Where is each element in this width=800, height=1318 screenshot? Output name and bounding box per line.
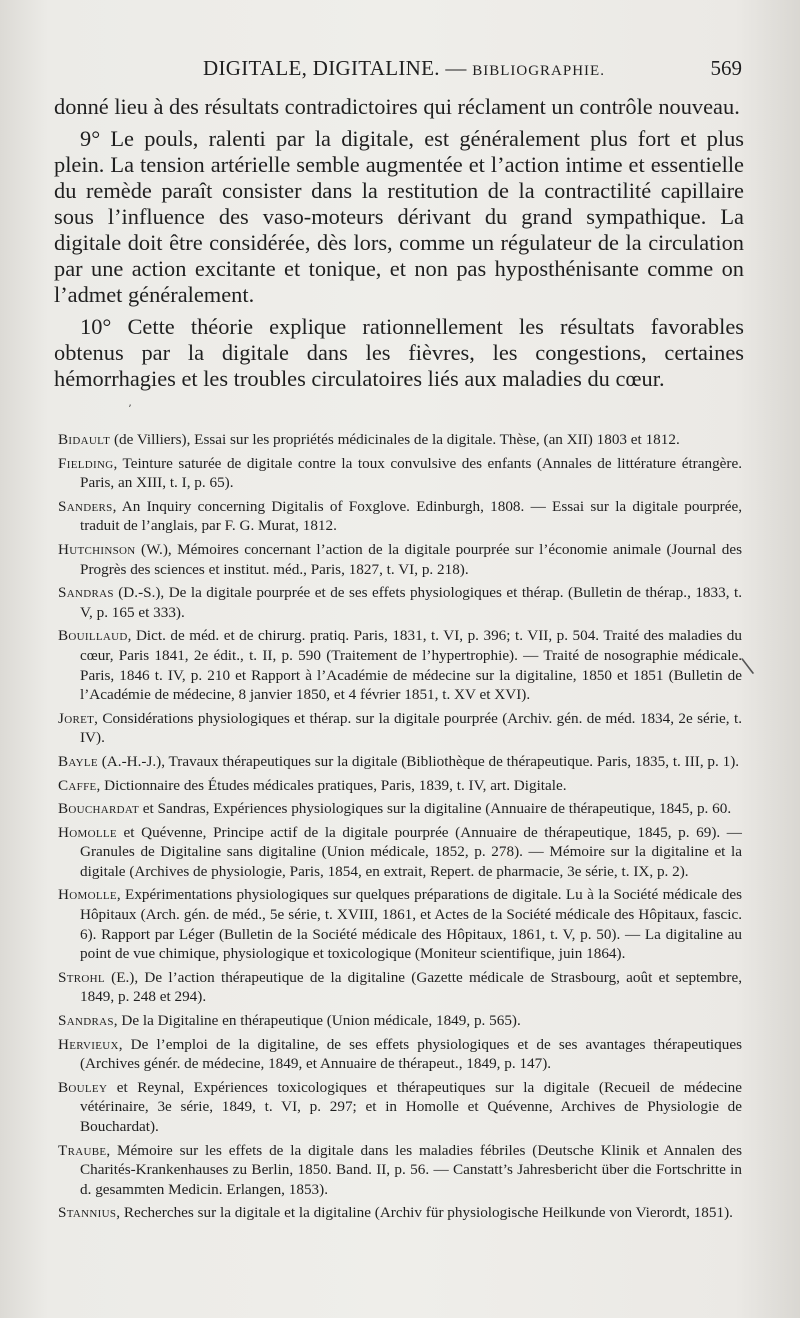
header-subtitle: BIBLIOGRAPHIE. <box>472 63 605 79</box>
bibliography-entry <box>58 823 742 882</box>
margin-pencil-mark: \ <box>739 653 756 680</box>
entry-text: , Mémoire sur les effets de la digitale dans les maladies fébriles (Deutsche Klinik et Annalen des Charités-Krankenhauses zu Berlin, 1850. Band. II, p. 56. — Canstatt’s Jahresbericht über die Fortschritte in d. gesammten Medicin. Erlangen, 1853). <box>80 1141 742 1198</box>
entry-author: Hutchinson <box>58 540 136 558</box>
entry-author: Bayle <box>58 752 98 770</box>
bibliography-entry <box>58 626 742 704</box>
entry-text: (E.), De l’action thérapeutique de la digitaline (Gazette médicale de Strasbourg, août et septembre, 1849, p. 248 et 294). <box>80 968 742 1006</box>
paragraph-continuation: donné lieu à des résultats contradictoires qui réclament un contrôle nouveau. <box>54 94 740 119</box>
header-title: DIGITALE, DIGITALINE. — <box>203 56 467 80</box>
entry-text: (W.), Mémoires concernant l’action de la digitale pourprée sur l’économie animale (Journal des Progrès des sciences et institut. méd., Paris, 1827, t. VI, p. 218). <box>80 540 742 578</box>
entry-text: (D.-S.), De la digitale pourprée et de ses effets physiologiques et thérap. (Bulletin de thérap., 1833, t. V, p. 165 et 333). <box>80 584 742 621</box>
entry-text: , De la Digitaline en thérapeutique (Union médicale, 1849, p. 565). <box>113 1012 521 1030</box>
entry-author: Strohl <box>58 968 105 986</box>
entry-text: et Reynal, Expériences toxicologiques et thérapeutiques sur la digitale (Recueil de médecine vétérinaire, 3e série, 1849, t. VI, p. 297; et in Homolle et Quévenne, Archives de Physiologie de Bouchardat). <box>80 1078 742 1135</box>
entry-text: , Recherches sur la digitale et la digitaline (Archiv für physiologische Heilkunde von Vierordt, 1851). <box>116 1204 733 1222</box>
bibliography-entry <box>58 776 742 796</box>
entry-author: Bidault <box>58 431 111 448</box>
bibliography-list <box>58 430 742 1227</box>
entry-text: , An Inquiry concerning Digitalis of Foxglove. Edinburgh, 1808. — Essai sur la digitale pourprée, traduit de l’anglais, par F. G. Murat, 1812. <box>80 497 742 535</box>
entry-author: Bouley <box>58 1078 108 1096</box>
entry-author: Sanders <box>58 497 113 515</box>
bibliography-entry <box>58 583 742 622</box>
entry-author: Homolle <box>58 823 117 841</box>
entry-author: Fielding <box>58 454 114 472</box>
bibliography-entry <box>58 1141 742 1200</box>
entry-text: (A.-H.-J.), Travaux thérapeutiques sur la digitale (Bibliothèque de thérapeutique. Paris, 1835, t. III, p. 1). <box>97 752 740 770</box>
bibliography-entry <box>58 885 742 963</box>
paragraph-10: 10° Cette théorie explique rationnellement les résultats favorables obtenus par la digitale dans les fièvres, les congestions, certaines hémorrhagies et les troubles circulatoires liés aux maladies du cœur. <box>54 314 744 391</box>
bibliography-entry <box>58 540 742 579</box>
entry-author: Sandras <box>58 1012 114 1030</box>
entry-text: (de Villiers), Essai sur les propriétés médicinales de la digitale. Thèse, (an XII) 1803 et 1812. <box>110 431 680 448</box>
entry-author: Sandras <box>58 584 114 602</box>
entry-author: Bouillaud <box>58 627 128 645</box>
bibliography-entry <box>58 799 742 819</box>
entry-author: Stannius <box>58 1204 117 1222</box>
entry-text: , Considérations physiologiques et thérap. sur la digitale pourprée (Archiv. gén. de méd. 1834, 2e série, t. IV). <box>80 709 742 747</box>
entry-author: Homolle <box>58 886 117 904</box>
running-title <box>203 56 605 81</box>
bibliography-entry <box>58 430 742 450</box>
bibliography-entry <box>58 1035 742 1074</box>
entry-text: et Quévenne, Principe actif de la digitale pourprée (Annuaire de thérapeutique, 1845, p. 69). — Granules de Digitaline sans digitaline (Union médicale, 1852, p. 278). — Mémoire sur la digitaline et la digitale (Archives de physiologie, Paris, 1854, en extrait, Repert. de pharmacie, 3e série, t. IX, p. 2). <box>80 823 742 880</box>
body-text <box>54 94 744 398</box>
ink-mark: ʼ <box>128 404 132 415</box>
bibliography-entry <box>58 454 742 493</box>
page-number: 569 <box>710 56 742 80</box>
running-header <box>58 56 742 86</box>
paragraph-9: 9° Le pouls, ralenti par la digitale, est généralement plus fort et plus plein. La tension artérielle semble augmentée et l’action intime et essentielle du remède paraît consister dans la restitution de la contractilité capillaire sous l’influence des vaso-moteurs dérivant du grand sympathique. La digitale doit être considérée, dès lors, comme un régulateur de la circulation par une action excitante et tonique, et non pas hyposthénisante comme on l’admet généralement. <box>54 126 744 307</box>
entry-text: , Teinture saturée de digitale contre la toux convulsive des enfants (Annales de littérature étrangère. Paris, an XIII, t. I, p. 65). <box>80 454 742 492</box>
entry-author: Caffe <box>58 776 97 794</box>
entry-author: Hervieux <box>58 1035 119 1053</box>
entry-author: Bouchardat <box>58 800 139 818</box>
bibliography-entry <box>58 1203 742 1223</box>
entry-text: , Dict. de méd. et de chirurg. pratiq. Paris, 1831, t. VI, p. 396; t. VII, p. 504. Traité des maladies du cœur, Paris 1841, 2e édit., t. II, p. 590 (Traitement de l’hypertrophie). — Traité de nosographie médicale. Paris, 1846 t. IV, p. 210 et Rapport à l’Académie de médecine sur la digitaline, 1850 et 1851 (Bulletin de l’Académie de médecine, 8 janvier 1850, et 4 février 1851, t. XV et XVI). <box>80 627 742 704</box>
entry-text: , De l’emploi de la digitaline, de ses effets physiologiques et de ses avantages thérapeutiques (Archives génér. de médecine, 1849, et Annuaire de thérapeut., 1849, p. 147). <box>80 1035 742 1073</box>
entry-text: et Sandras, Expériences physiologiques sur la digitaline (Annuaire de thérapeutique, 1845, p. 60. <box>138 800 732 818</box>
entry-author: Traube <box>58 1141 107 1159</box>
entry-author: Joret <box>58 709 95 727</box>
bibliography-entry <box>58 968 742 1007</box>
bibliography-entry <box>58 497 742 536</box>
bibliography-entry <box>58 1011 742 1031</box>
bibliography-entry <box>58 1078 742 1137</box>
entry-text: , Expérimentations physiologiques sur quelques préparations de digitale. Lu à la Société médicale des Hôpitaux (Arch. gén. de méd., 5e série, t. XVIII, 1861, et Actes de la Société médicale des Hôpitaux, fascic. 6). Rapport par Léger (Bulletin de la Société médicale des Hôpitaux, 1861, t. V, p. 50). — La digitaline au point de vue chimique, physiologique et toxicologique (Moniteur scientifique, juin 1864). <box>80 886 742 963</box>
bibliography-entry <box>58 709 742 748</box>
bibliography-entry <box>58 752 742 772</box>
entry-text: , Dictionnaire des Études médicales pratiques, Paris, 1839, t. IV, art. Digitale. <box>96 776 567 794</box>
